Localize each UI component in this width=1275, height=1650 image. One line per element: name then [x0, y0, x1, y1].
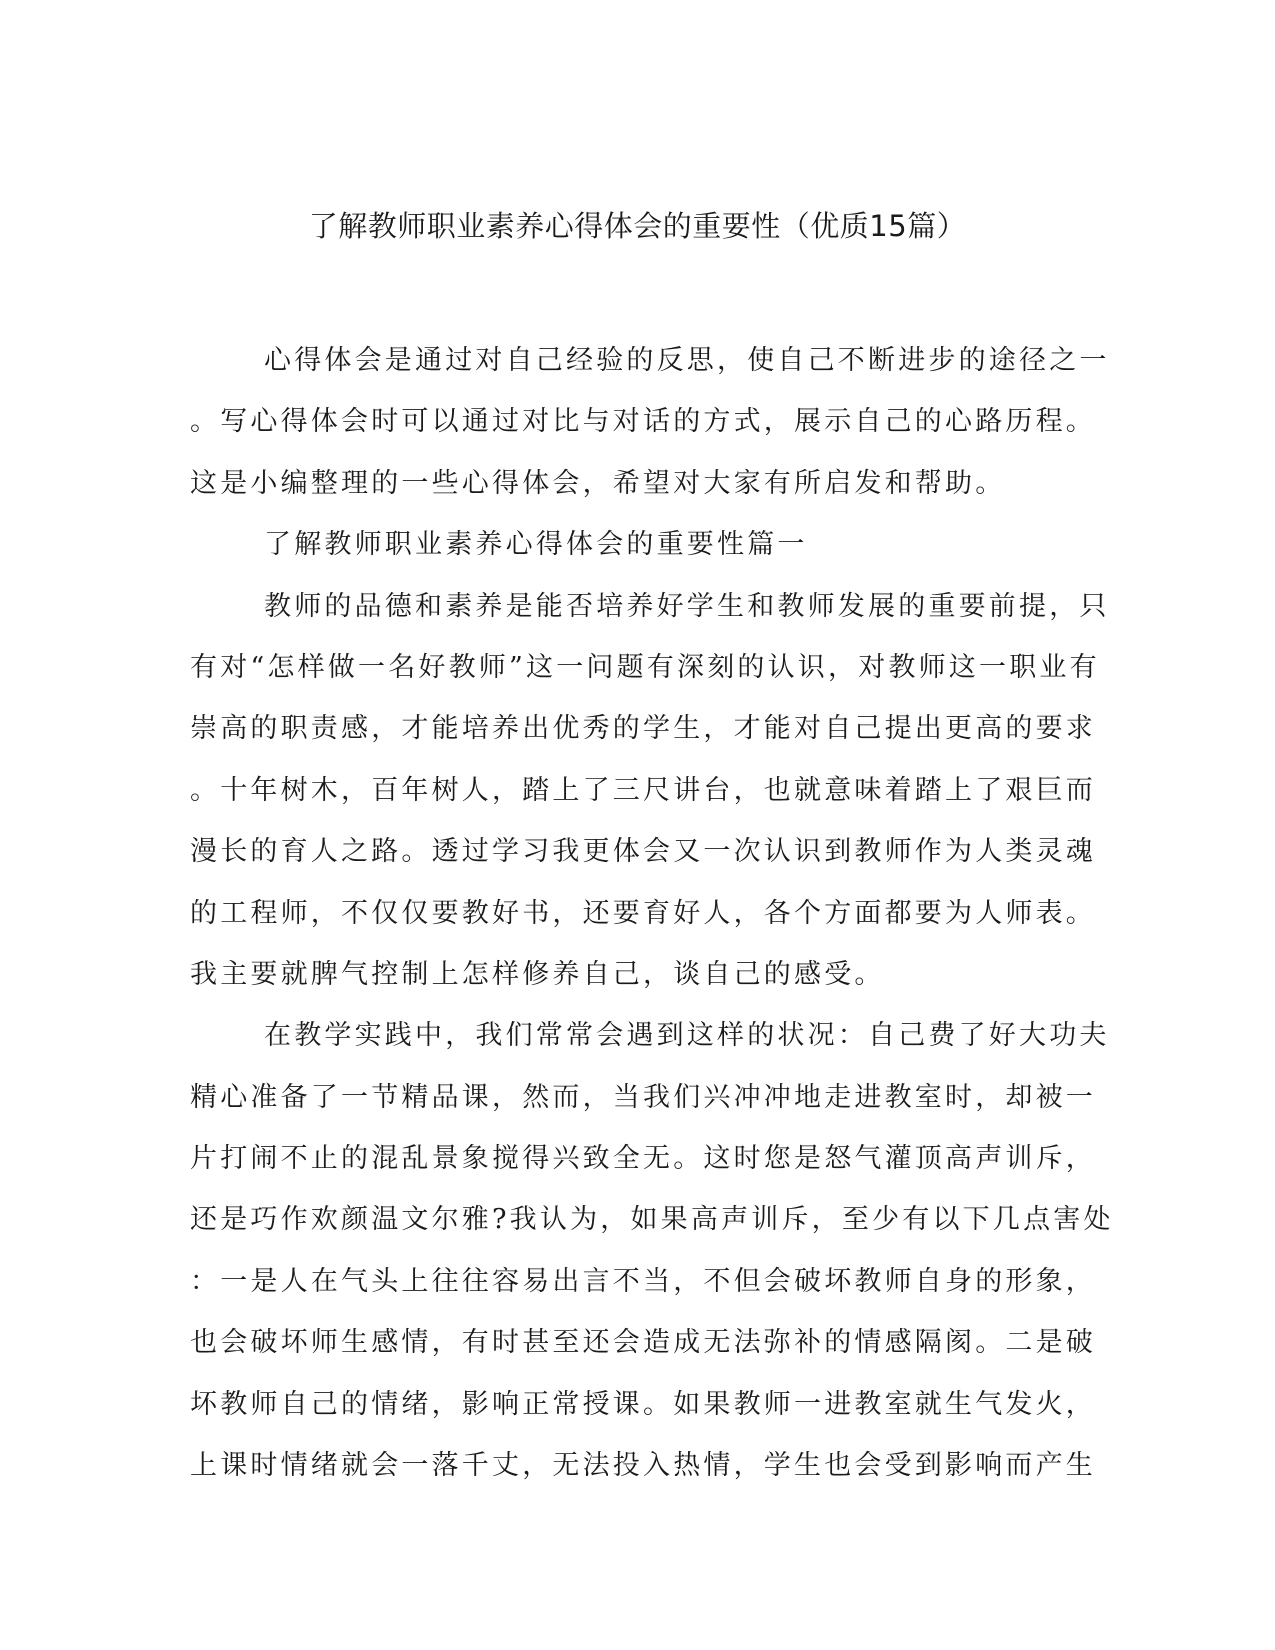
paragraph-line: 有对“怎样做一名好教师”这一问题有深刻的认识，对教师这一职业有: [190, 651, 1100, 683]
paragraph-line: 在教学实践中，我们常常会遇到这样的状况：自己费了好大功夫: [264, 1020, 1110, 1052]
paragraph-line: 。写心得体会时可以通过对比与对话的方式，展示自己的心路历程。: [190, 406, 1096, 438]
paragraph-line: 坏教师自己的情绪，影响正常授课。如果教师一进教室就生气发火，: [190, 1388, 1096, 1420]
document-title: 了解教师职业素养心得体会的重要性（优质15篇）: [308, 209, 967, 243]
paragraph-line: 精心准备了一节精品课，然而，当我们兴冲冲地走进教室时，却被一: [190, 1081, 1096, 1113]
paragraph-line: 。十年树木，百年树人，踏上了三尺讲台，也就意味着踏上了艰巨而: [190, 774, 1096, 806]
document-body: [190, 330, 1114, 1496]
paragraph-line: 的工程师，不仅仅要教好书，还要育好人，各个方面都要为人师表。: [190, 897, 1096, 929]
paragraph-line: 还是巧作欢颜温文尔雅?我认为，如果高声训斥，至少有以下几点害处: [190, 1204, 1114, 1236]
paragraph-line: 上课时情绪就会一落千丈，无法投入热情，学生也会受到影响而产生: [190, 1450, 1096, 1482]
paragraph-line: 教师的品德和素养是能否培养好学生和教师发展的重要前提，只: [264, 590, 1110, 622]
section-heading: 了解教师职业素养心得体会的重要性篇一: [264, 529, 808, 561]
paragraph-line: 心得体会是通过对自己经验的反思，使自己不断进步的途径之一: [264, 345, 1110, 376]
paragraph-line: 也会破坏师生感情，有时甚至还会造成无法弥补的情感隔阂。二是破: [190, 1327, 1096, 1359]
paragraph-line: 崇高的职责感，才能培养出优秀的学生，才能对自己提出更高的要求: [190, 713, 1096, 745]
paragraph-line: 片打闹不止的混乱景象搅得兴致全无。这时您是怒气灌顶高声训斥，: [190, 1143, 1096, 1175]
paragraph-line: 漫长的育人之路。透过学习我更体会又一次认识到教师作为人类灵魂: [190, 836, 1096, 868]
paragraph-line: 这是小编整理的一些心得体会，希望对大家有所启发和帮助。: [190, 467, 1006, 499]
paragraph-line: 我主要就脾气控制上怎样修养自己，谈自己的感受。: [190, 958, 885, 990]
paragraph-line: ：一是人在气头上往往容易出言不当，不但会破坏教师自身的形象，: [190, 1265, 1096, 1297]
